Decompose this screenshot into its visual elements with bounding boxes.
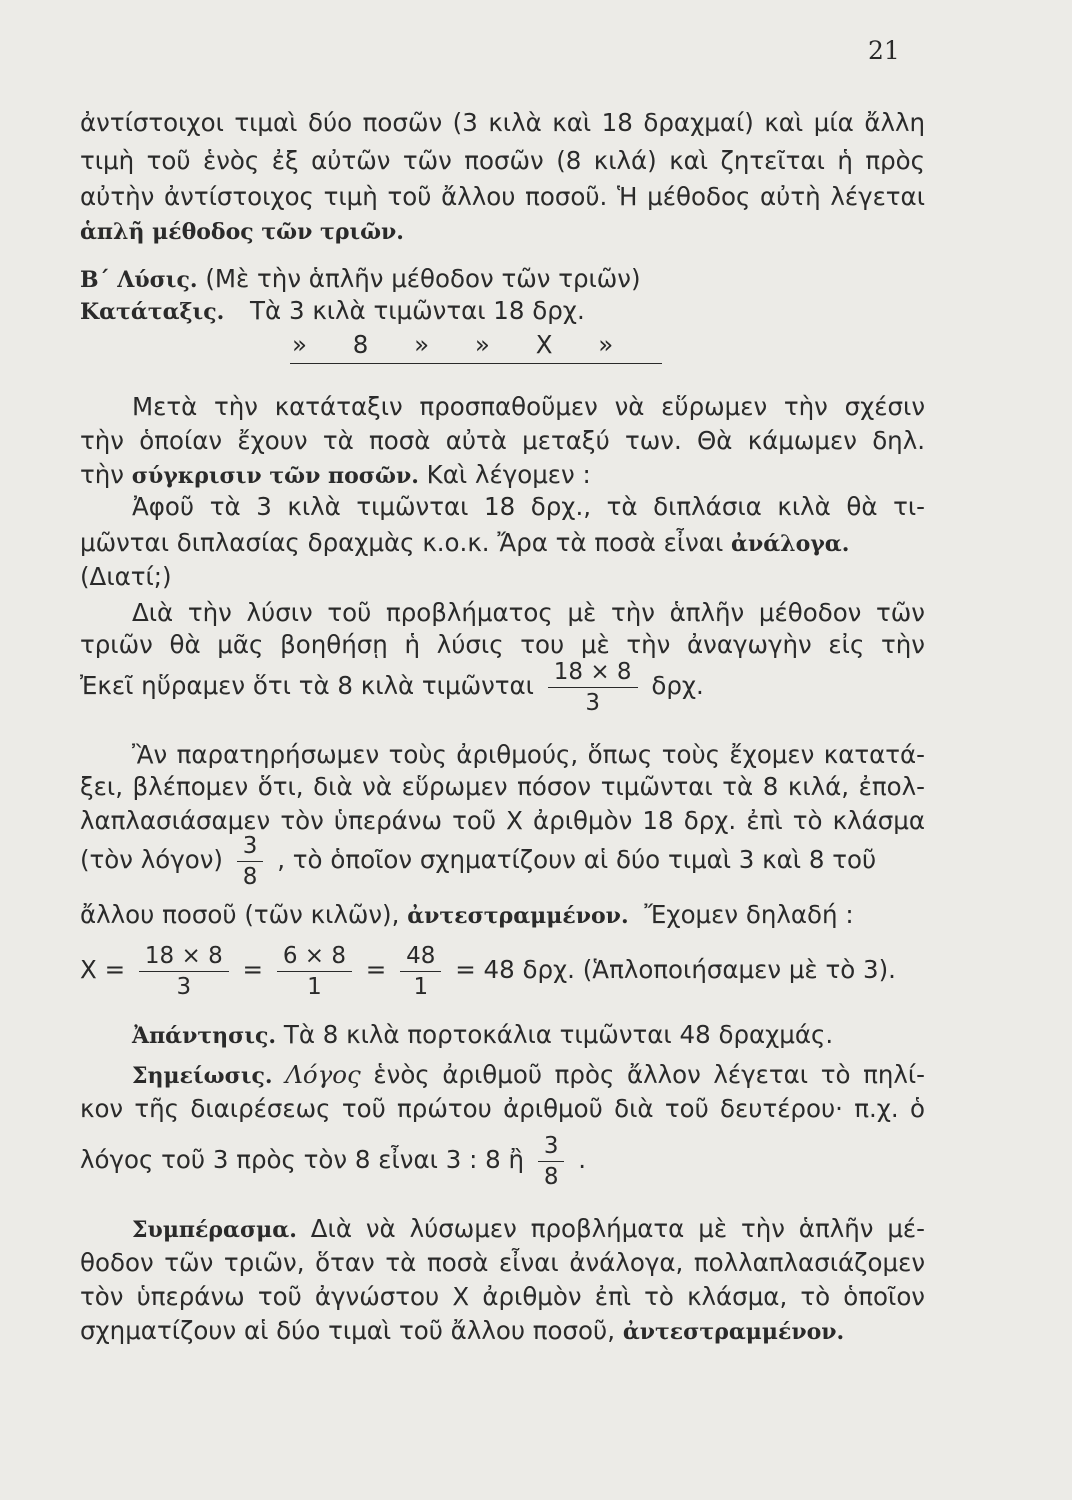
arrangement-row-1: Τὰ 3 κιλὰ τιμῶνται 18 δρχ. xyxy=(250,296,585,325)
text-span: ἄλλου ποσοῦ (τῶν κιλῶν), xyxy=(80,900,400,929)
text-line: (Διατί;) xyxy=(80,562,172,591)
fraction-numerator: 3 xyxy=(237,831,264,862)
fraction xyxy=(277,941,352,1002)
answer-line xyxy=(132,1018,977,1053)
solution-heading xyxy=(80,262,925,297)
text-line xyxy=(80,830,925,892)
fraction xyxy=(400,941,441,1002)
fraction-denominator: 1 xyxy=(307,973,322,1000)
fraction-denominator: 3 xyxy=(176,973,192,1000)
text-line xyxy=(80,656,925,718)
fraction-denominator: 8 xyxy=(242,863,258,890)
text-span: Ἐκεῖ ηὕραμεν ὅτι τὰ 8 κιλὰ τιμῶνται xyxy=(80,671,534,700)
fraction-denominator: 1 xyxy=(413,973,429,1000)
text-line: Ἂν παρατηρήσωμεν τοὺς ἀριθμούς, ὅπως τοὺς ἔχομεν κατατά- xyxy=(132,740,925,769)
text-span: Ἔχομεν δηλαδή : xyxy=(644,900,854,929)
italic-term: Λόγος xyxy=(285,1060,361,1089)
fraction xyxy=(548,657,638,718)
text-line: Μετὰ τὴν κατάταξιν προσπαθοῦμεν νὰ εὕρωμεν τὴν σχέσιν xyxy=(132,392,925,421)
text-line: ξει, βλέπομεν ὅτι, διὰ νὰ εὕρωμεν πόσον τιμῶνται τὰ 8 κιλά, ἐπολ- xyxy=(80,772,925,801)
fraction-numerator: 18 × 8 xyxy=(548,657,638,688)
text-line xyxy=(80,898,925,933)
equation-result: = 48 δρχ. (Ἁπλοποιήσαμεν μὲ τὸ 3). xyxy=(455,955,896,984)
text-line xyxy=(80,1130,925,1192)
bold-term: ἀνάλογα. xyxy=(731,531,850,557)
equation xyxy=(80,940,925,1002)
fraction-numerator: 3 xyxy=(538,1131,565,1162)
answer-label: Ἀπάντησις. xyxy=(132,1023,277,1049)
arrangement-label: Κατάταξις. xyxy=(80,299,225,325)
bold-term: ἁπλῆ μέθοδος τῶν τριῶν. xyxy=(80,219,404,245)
answer-text: Τὰ 8 κιλὰ πορτοκάλια τιμῶνται 48 δραχμάς. xyxy=(283,1020,834,1049)
text-line xyxy=(80,214,925,249)
text-span: τὴν xyxy=(80,460,124,489)
fraction xyxy=(538,1131,565,1192)
fraction-denominator: 8 xyxy=(543,1163,559,1190)
bold-term: ἀντεστραμμένον. xyxy=(407,903,629,929)
text-span: (τὸν λόγον) xyxy=(80,845,223,874)
text-line: αὐτὴν ἀντίστοιχος τιμὴ τοῦ ἄλλου ποσοῦ. Ἡ μέθοδος αὐτὴ λέγεται xyxy=(80,182,925,211)
text-span: δρχ. xyxy=(651,671,704,700)
fraction-numerator: 18 × 8 xyxy=(139,941,229,972)
conclusion-label: Συμπέρασμα. xyxy=(132,1217,297,1243)
text-line: τὸν ὑπεράνω τοῦ ἀγνώστου Χ ἀριθμὸν ἐπὶ τὸ κλάσμα, τὸ ὁποῖον xyxy=(80,1282,925,1311)
conclusion-line xyxy=(132,1212,925,1246)
arrangement-row xyxy=(80,294,925,329)
fraction-denominator: 3 xyxy=(585,689,600,716)
note-label: Σημείωσις. xyxy=(132,1063,273,1089)
fraction-numerator: 6 × 8 xyxy=(277,941,352,972)
equation-x: Χ = xyxy=(80,955,126,984)
text-line: λαπλασιάσαμεν τὸν ὑπεράνω τοῦ Χ ἀριθμὸν 18 δρχ. ἐπὶ τὸ κλάσμα xyxy=(80,806,925,835)
text-span: λόγος τοῦ 3 πρὸς τὸν 8 εἶναι 3 : 8 ἢ xyxy=(80,1145,525,1174)
text-line: Ἀφοῦ τὰ 3 κιλὰ τιμῶνται 18 δρχ., τὰ διπλάσια κιλὰ θὰ τι- xyxy=(132,492,925,521)
note-line xyxy=(132,1058,925,1092)
text-line: θοδον τῶν τριῶν, ὅταν τὰ ποσὰ εἶναι ἀνάλογα, πολλαπλασιάζομεν xyxy=(80,1248,925,1277)
text-line: Διὰ τὴν λύσιν τοῦ προβλήματος μὲ τὴν ἁπλῆν μέθοδον τῶν xyxy=(132,598,925,627)
bold-term: σύγκρισιν τῶν ποσῶν. xyxy=(131,463,419,489)
text-line: κον τῆς διαιρέσεως τοῦ πρώτου ἀριθμοῦ διὰ τοῦ δευτέρου· π.χ. ὁ xyxy=(80,1094,925,1123)
arrangement-rule xyxy=(290,363,662,364)
solution-label: Β΄ Λύσις. xyxy=(80,267,198,293)
text-line xyxy=(80,1314,925,1349)
text-span: . xyxy=(578,1145,587,1174)
text-line xyxy=(80,526,925,561)
fraction-numerator: 48 xyxy=(400,941,441,972)
text-line: τιμὴ τοῦ ἑνὸς ἐξ αὐτῶν τῶν ποσῶν (8 κιλά) καὶ ζητεῖται ἡ πρὸς xyxy=(80,146,925,175)
text-span: σχηματίζουν αἱ δύο τιμαὶ τοῦ ἄλλου ποσοῦ, xyxy=(80,1316,616,1345)
fraction xyxy=(237,831,264,892)
page-number: 21 xyxy=(868,36,900,65)
text-line: ἀντίστοιχοι τιμαὶ δύο ποσῶν (3 κιλὰ καὶ 18 δραχμαί) καὶ μία ἄλλη xyxy=(80,108,925,137)
text-span: , τὸ ὁποῖον σχηματίζουν αἱ δύο τιμαὶ 3 καὶ 8 τοῦ xyxy=(277,845,877,874)
text-line: τὴν ὁποίαν ἔχουν τὰ ποσὰ αὐτὰ μεταξύ των. Θὰ κάμωμεν δηλ. xyxy=(80,426,925,455)
equals-sign: = xyxy=(365,955,387,984)
arrangement-row-2: » 8 » » Χ » xyxy=(292,330,614,359)
equals-sign: = xyxy=(242,955,264,984)
solution-text: (Μὲ τὴν ἁπλῆν μέθοδον τῶν τριῶν) xyxy=(205,264,641,293)
bold-term: ἀντεστραμμένον. xyxy=(622,1319,845,1345)
text-span: ἑνὸς ἀριθμοῦ πρὸς ἄλλον λέγεται τὸ πηλί- xyxy=(373,1060,925,1089)
fraction xyxy=(139,941,229,1002)
text-span: Καὶ λέγομεν : xyxy=(426,460,591,489)
text-span: μῶνται διπλασίας δραχμὰς κ.ο.κ. Ἄρα τὰ ποσὰ εἶναι xyxy=(80,528,724,557)
text-span: Διὰ νὰ λύσωμεν προβλήματα μὲ τὴν ἁπλῆν μέ- xyxy=(310,1214,925,1243)
text-line xyxy=(80,458,925,493)
text-line: τριῶν θὰ μᾶς βοηθήσῃ ἡ λύσις του μὲ τὴν ἀναγωγὴν εἰς τὴν xyxy=(80,630,925,659)
